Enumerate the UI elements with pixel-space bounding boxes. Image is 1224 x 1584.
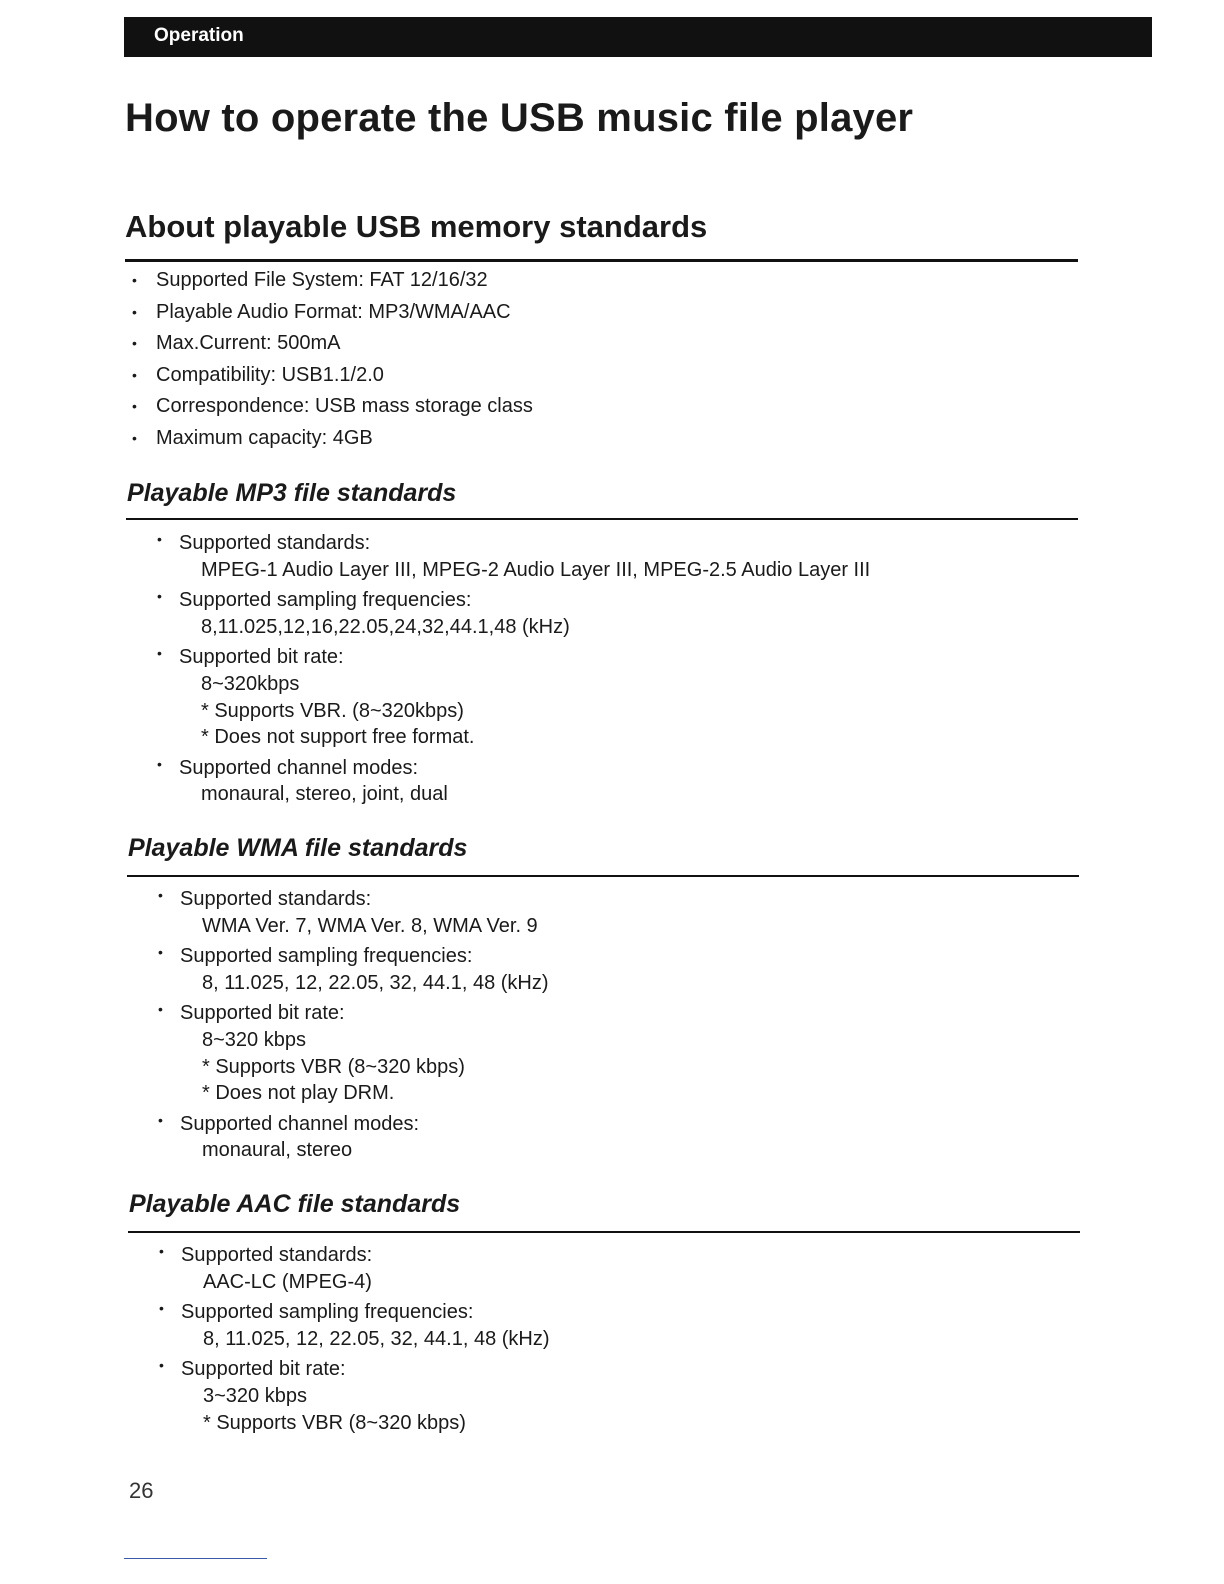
section-header-bar: [124, 17, 1152, 57]
spec-value: WMA Ver. 7, WMA Ver. 8, WMA Ver. 9: [202, 914, 538, 937]
wma-standards-list: [156, 886, 549, 1168]
spec-label: • Supported bit rate:: [181, 1358, 346, 1381]
aac-standards-rule: [128, 1231, 1080, 1233]
spec-label: • Supported bit rate:: [179, 646, 344, 669]
list-item: [155, 644, 870, 750]
usb-standards-rule: [125, 259, 1078, 262]
spec-value: MPEG-1 Audio Layer III, MPEG-2 Audio Layer III, MPEG-2.5 Audio Layer III: [201, 558, 871, 581]
wma-standards-heading: Playable WMA file standards: [128, 834, 468, 862]
list-item: [156, 1000, 549, 1106]
list-item: [157, 1356, 550, 1436]
list-item: [155, 587, 870, 640]
spec-value: monaural, stereo, joint, dual: [201, 783, 448, 806]
spec-label: • Supported standards:: [180, 888, 372, 910]
page-number: 26: [129, 1478, 154, 1503]
spec-label: • Supported standards:: [179, 532, 371, 554]
spec-label: • Supported channel modes:: [179, 756, 419, 779]
spec-value: AAC-LC (MPEG-4): [203, 1270, 372, 1293]
section-header-label: Operation: [154, 25, 244, 46]
spec-note: * Supports VBR. (8~320kbps): [201, 699, 464, 722]
spec-label: • Supported channel modes:: [180, 1112, 420, 1135]
mp3-standards-heading: Playable MP3 file standards: [127, 479, 457, 507]
list-item: • Supported File System: FAT 12/16/32: [130, 265, 533, 297]
wma-standards-rule: [127, 875, 1079, 877]
spec-note: * Does not support free format.: [201, 726, 475, 749]
footer-divider: [124, 1558, 267, 1559]
list-item: [157, 1299, 550, 1352]
aac-standards-heading: Playable AAC file standards: [129, 1190, 461, 1218]
page-title: How to operate the USB music file player: [125, 96, 914, 140]
spec-note: * Does not play DRM.: [202, 1082, 395, 1105]
spec-value: 8, 11.025, 12, 22.05, 32, 44.1, 48 (kHz): [203, 1327, 550, 1350]
spec-label: • Supported sampling frequencies:: [180, 945, 473, 968]
list-item: [157, 1242, 550, 1295]
list-item: • Maximum capacity: 4GB: [130, 423, 533, 455]
list-item: [155, 755, 870, 808]
spec-value: 8, 11.025, 12, 22.05, 32, 44.1, 48 (kHz): [202, 971, 549, 994]
spec-label: • Supported standards:: [181, 1244, 373, 1266]
spec-note: * Supports VBR (8~320 kbps): [203, 1411, 466, 1434]
spec-value: 8~320kbps: [201, 672, 300, 695]
mp3-standards-list: [155, 530, 870, 812]
spec-value: 8~320 kbps: [202, 1028, 306, 1051]
mp3-standards-rule: [126, 518, 1078, 520]
spec-note: * Supports VBR (8~320 kbps): [202, 1055, 465, 1078]
spec-label: • Supported bit rate:: [180, 1002, 345, 1025]
list-item: [156, 886, 549, 939]
list-item: • Correspondence: USB mass storage class: [130, 391, 533, 423]
usb-standards-heading: About playable USB memory standards: [125, 209, 708, 244]
list-item: [156, 943, 549, 996]
aac-standards-list: [157, 1242, 550, 1440]
usb-standards-list: [130, 265, 533, 455]
list-item: • Max.Current: 500mA: [130, 328, 533, 360]
spec-label: • Supported sampling frequencies:: [181, 1301, 474, 1324]
list-item: • Compatibility: USB1.1/2.0: [130, 360, 533, 392]
spec-value: 8,11.025,12,16,22.05,24,32,44.1,48 (kHz): [201, 615, 570, 638]
list-item: [156, 1111, 549, 1164]
spec-label: • Supported sampling frequencies:: [179, 589, 472, 612]
spec-value: 3~320 kbps: [203, 1384, 307, 1407]
spec-value: monaural, stereo: [202, 1139, 353, 1162]
list-item: [155, 530, 870, 583]
list-item: • Playable Audio Format: MP3/WMA/AAC: [130, 297, 533, 329]
